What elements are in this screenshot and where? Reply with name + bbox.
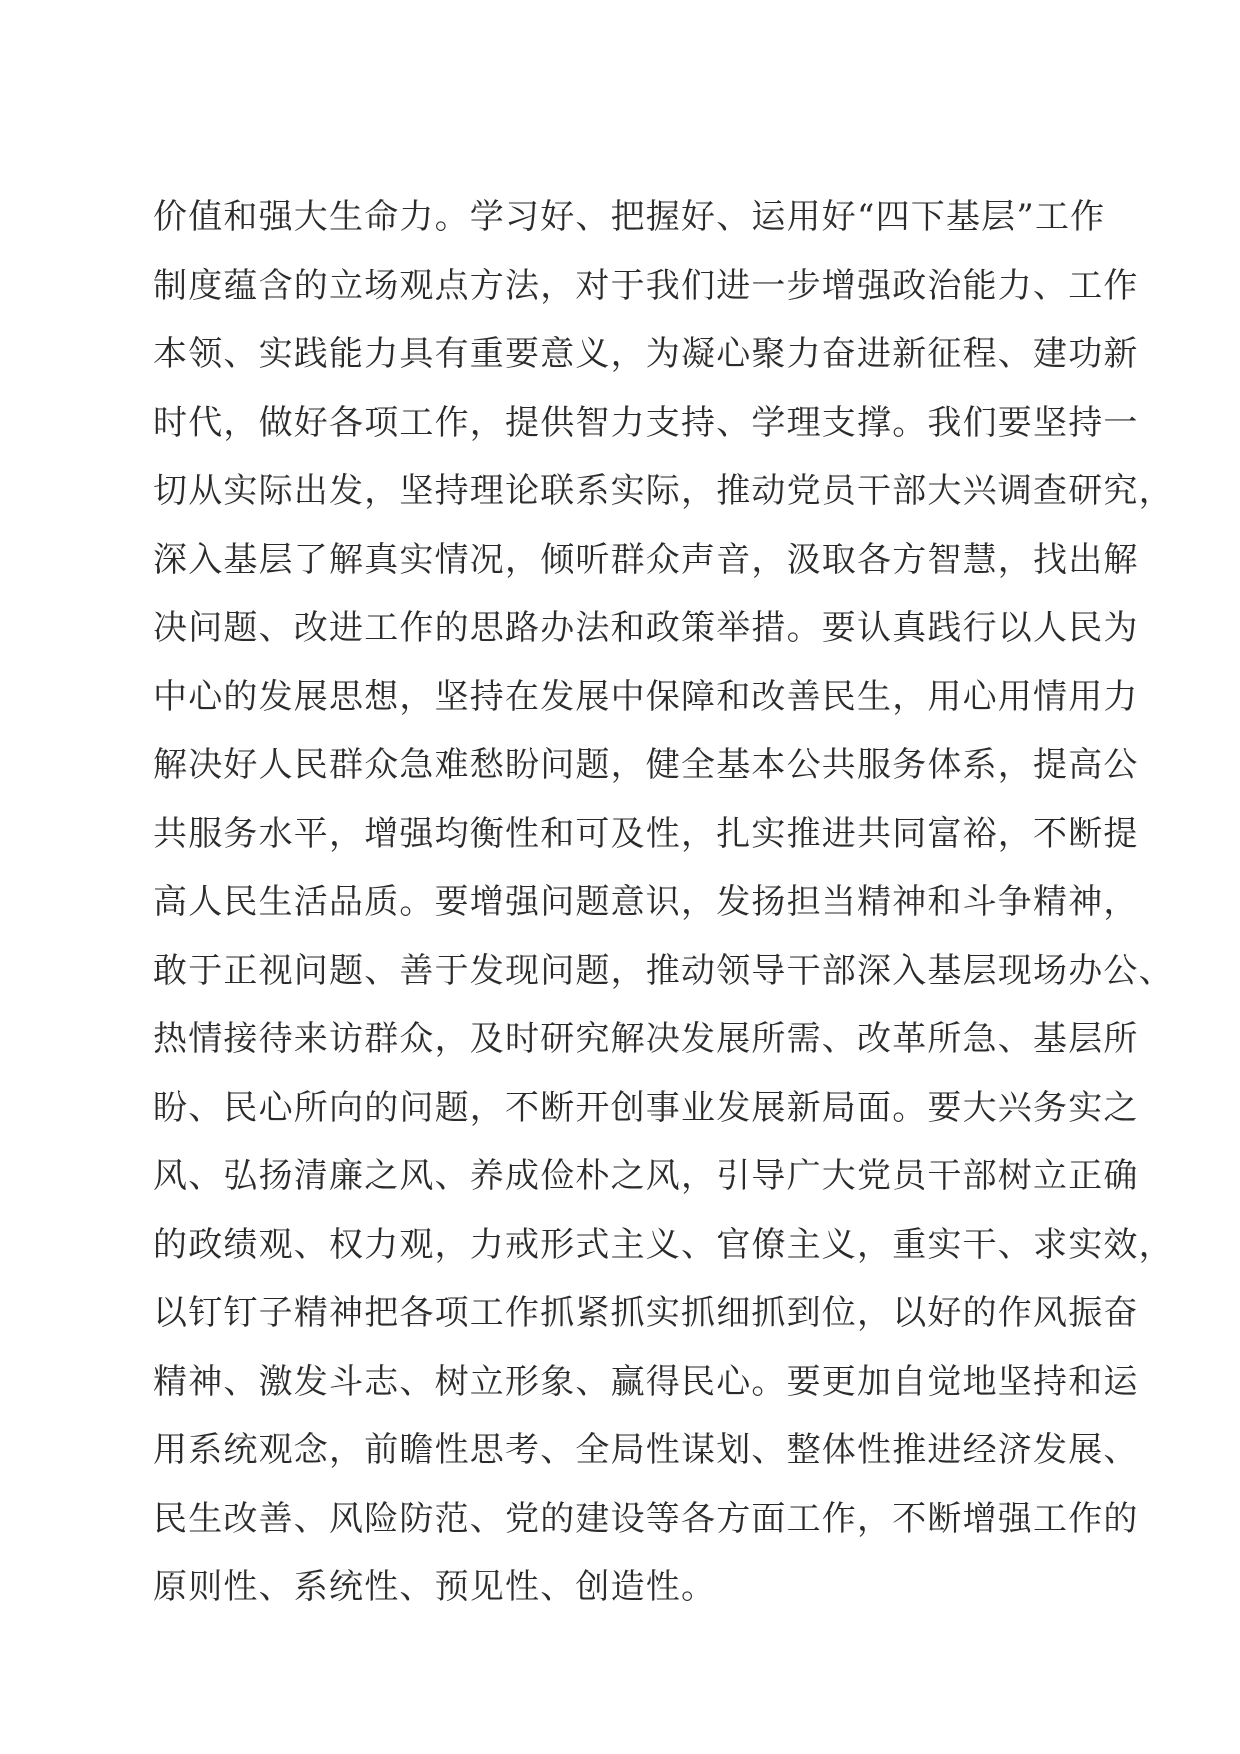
paragraph-line: 中心的发展思想，坚持在发展中保障和改善民生，用心用情用力 — [153, 676, 1139, 717]
paragraph-line: 制度蕴含的立场观点方法，对于我们进一步增强政治能力、工作 — [153, 265, 1139, 306]
paragraph-line: 热情接待来访群众，及时研究解决发展所需、改革所急、基层所 — [153, 1019, 1139, 1059]
paragraph-line: 敢于正视问题、善于发现问题，推动领导干部深入基层现场办公、 — [153, 950, 1174, 991]
paragraph-line: 本领、实践能力具有重要意义，为凝心聚力奋进新征程、建功新 — [153, 334, 1139, 374]
body-paragraph — [153, 183, 1174, 1622]
paragraph-line: 原则性、系统性、预见性、创造性。 — [153, 1567, 717, 1607]
paragraph-line: 时代，做好各项工作，提供智力支持、学理支撑。我们要坚持一 — [153, 402, 1139, 443]
paragraph-line: 用系统观念，前瞻性思考、全局性谋划、整体性推进经济发展、 — [153, 1430, 1139, 1470]
paragraph-line: 高人民生活品质。要增强问题意识，发扬担当精神和斗争精神， — [153, 882, 1139, 922]
paragraph-line: 解决好人民群众急难愁盼问题，健全基本公共服务体系，提高公 — [153, 745, 1139, 785]
paragraph-line: 民生改善、风险防范、党的建设等各方面工作，不断增强工作的 — [153, 1498, 1139, 1539]
paragraph-line: 风、弘扬清廉之风、养成俭朴之风，引导广大党员干部树立正确 — [153, 1156, 1139, 1196]
paragraph-line: 价值和强大生命力。学习好、把握好、运用好“四下基层”工作 — [153, 197, 1106, 237]
paragraph-line: 共服务水平，增强均衡性和可及性，扎实推进共同富裕，不断提 — [153, 813, 1139, 854]
paragraph-line: 盼、民心所向的问题，不断开创事业发展新局面。要大兴务实之 — [153, 1087, 1139, 1128]
paragraph-line: 的政绩观、权力观，力戒形式主义、官僚主义，重实干、求实效， — [153, 1224, 1174, 1265]
paragraph-line: 深入基层了解真实情况，倾听群众声音，汲取各方智慧，找出解 — [153, 539, 1139, 580]
paragraph-line: 切从实际出发，坚持理论联系实际，推动党员干部大兴调查研究， — [153, 471, 1174, 511]
paragraph-line: 精神、激发斗志、树立形象、赢得民心。要更加自觉地坚持和运 — [153, 1361, 1139, 1402]
paragraph-line: 决问题、改进工作的思路办法和政策举措。要认真践行以人民为 — [153, 608, 1139, 648]
paragraph-line: 以钉钉子精神把各项工作抓紧抓实抓细抓到位，以好的作风振奋 — [153, 1293, 1139, 1333]
